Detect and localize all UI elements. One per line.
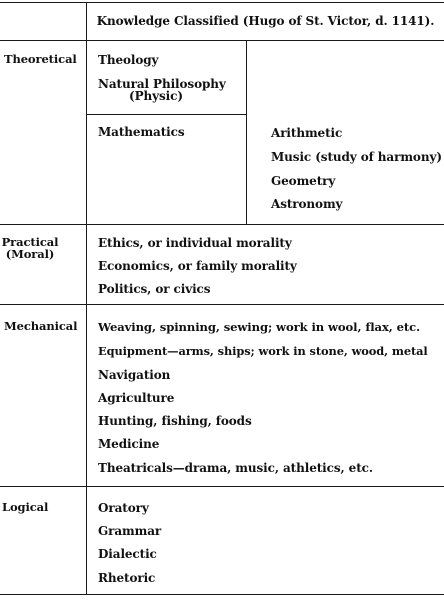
item-ethics: Ethics, or individual morality xyxy=(98,236,292,250)
item-economics: Economics, or family morality xyxy=(98,259,297,273)
mechanical-divider xyxy=(0,486,444,487)
item-hunting: Hunting, fishing, foods xyxy=(98,414,252,428)
item-physic: (Physic) xyxy=(129,89,183,103)
table-title: Knowledge Classified (Hugo of St. Victor, d. 1141). xyxy=(96,14,435,28)
bottom-border xyxy=(0,594,444,595)
item-dialectic: Dialectic xyxy=(98,547,157,561)
category-theoretical: Theoretical xyxy=(4,52,77,66)
sub-item-geometry: Geometry xyxy=(271,174,336,188)
item-mathematics: Mathematics xyxy=(98,125,185,139)
top-border xyxy=(0,2,444,3)
item-navigation: Navigation xyxy=(98,368,171,382)
item-agriculture: Agriculture xyxy=(98,391,175,405)
theoretical-divider xyxy=(0,224,444,225)
sub-item-music: Music (study of harmony) xyxy=(271,150,442,164)
sub-item-astronomy: Astronomy xyxy=(271,197,343,211)
category-practical: Practical xyxy=(1,235,59,249)
category-logical: Logical xyxy=(2,500,49,514)
item-natural-philosophy: Natural Philosophy xyxy=(98,77,226,91)
category-practical-moral: (Moral) xyxy=(5,247,55,261)
category-column-divider xyxy=(86,2,87,595)
item-weaving: Weaving, spinning, sewing; work in wool, flax, etc. xyxy=(98,320,421,334)
item-theatricals: Theatricals—drama, music, athletics, etc. xyxy=(98,461,373,475)
theology-physics-divider xyxy=(87,114,246,115)
mathematics-sub-divider xyxy=(246,41,247,224)
item-politics: Politics, or civics xyxy=(98,282,211,296)
item-oratory: Oratory xyxy=(98,501,149,515)
item-grammar: Grammar xyxy=(98,524,162,538)
header-divider xyxy=(0,40,444,41)
practical-divider xyxy=(0,304,444,305)
item-rhetoric: Rhetoric xyxy=(98,571,156,585)
item-theology: Theology xyxy=(98,53,159,67)
item-medicine: Medicine xyxy=(98,437,160,451)
item-equipment: Equipment—arms, ships; work in stone, wood, metal xyxy=(98,344,428,358)
sub-item-arithmetic: Arithmetic xyxy=(271,126,343,140)
category-mechanical: Mechanical xyxy=(4,319,78,333)
